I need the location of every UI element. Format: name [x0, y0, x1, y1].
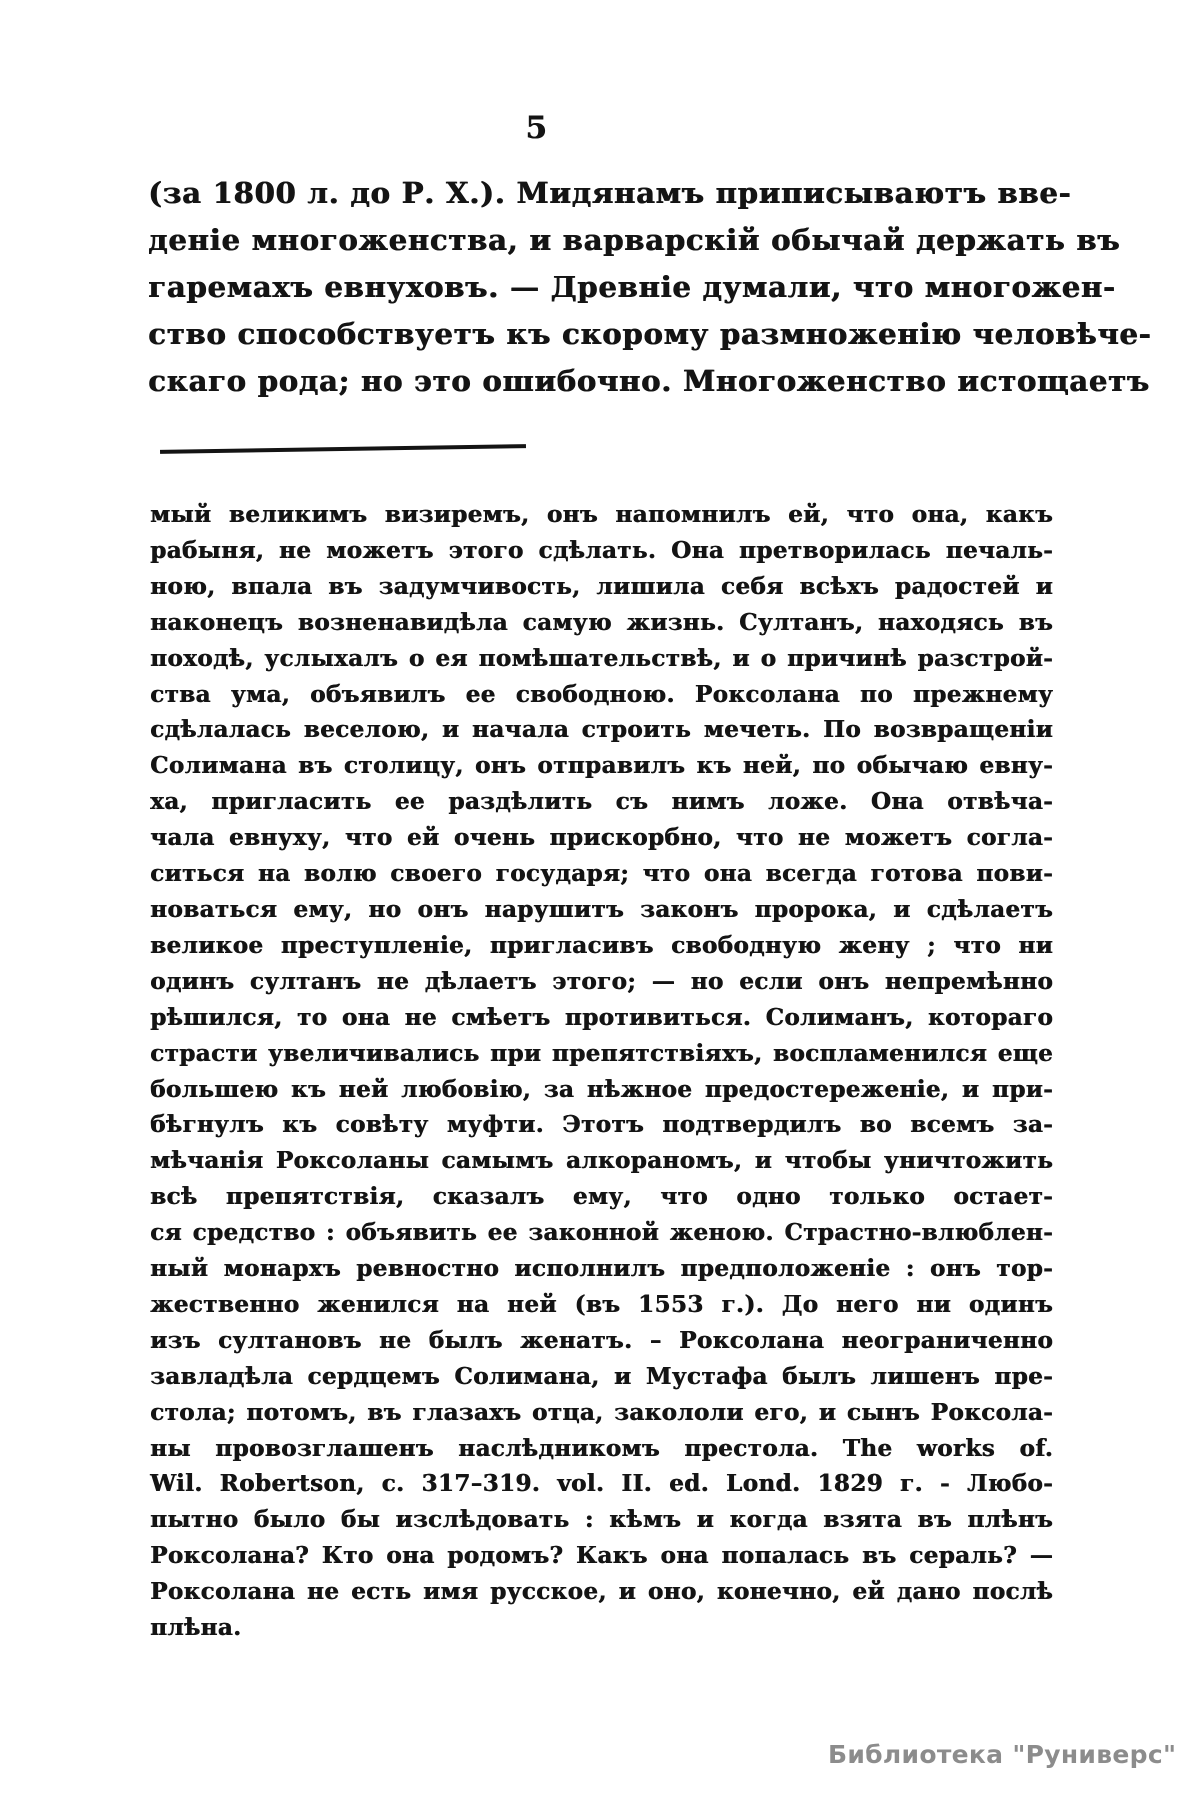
footnote-line: изъ султановъ не былъ женатъ. – Роксолана неограниченно [150, 1326, 1053, 1354]
footnote-line: мый великимъ визиремъ, онъ напомнилъ ей, что она, какъ [150, 501, 1053, 528]
footnote-line: чала евнуху, что ей очень прискорбно, что не можетъ согла- [150, 824, 1053, 852]
footnote-line: Солимана въ столицу, онъ отправилъ къ ней, по обычаю евну- [150, 752, 1053, 780]
footnote-line: плѣна. [150, 1614, 242, 1642]
text-line: гаремахъ евнуховъ. — Древніе думали, что многожен- [148, 270, 1116, 304]
page-number: 5 [525, 110, 547, 146]
footnote-line: ный монархъ ревностно исполнилъ предположеніе : онъ тор- [150, 1255, 1053, 1283]
footnote-line: стола; потомъ, въ глазахъ отца, закололи его, и сынъ Роксола- [150, 1398, 1053, 1426]
footnote-line: страсти увеличивались при препятствіяхъ, воспламенился еще [150, 1039, 1053, 1067]
footnote-line: ны провозглашенъ наслѣдникомъ престола. The works of. [150, 1434, 1053, 1462]
text-line: деніе многоженства, и варварскій обычай держать въ [148, 223, 1121, 257]
footnote-line: пытно было бы изслѣдовать : кѣмъ и когда взята въ плѣнъ [150, 1506, 1053, 1534]
footnote-line: одинъ султанъ не дѣлаетъ этого; — но если онъ непремѣнно [150, 967, 1053, 995]
footnote-line: Роксолана не есть имя русское, и оно, конечно, ей дано послѣ [150, 1578, 1053, 1606]
footnote-line: походѣ, услыхалъ о ея помѣшательствѣ, и о причинѣ разстрой- [150, 644, 1053, 672]
footnote-line: ся средство : объявить ее законной женою. Страстно-влюблен- [150, 1219, 1053, 1247]
footnote-line: рѣшился, то она не смѣетъ противиться. Солиманъ, котораго [150, 1003, 1053, 1031]
footnote-separator [160, 444, 526, 454]
text-line: ство способствуетъ къ скорому размноженію человѣче- [148, 317, 1152, 351]
footnote-line: наконецъ возненавидѣла самую жизнь. Султанъ, находясь въ [150, 608, 1053, 636]
footnote-line: ною, впала въ задумчивость, лишила себя всѣхъ радостей и [150, 572, 1053, 600]
library-watermark: Библиотека "Руниверс" [828, 1740, 1177, 1769]
footnote-line: сдѣлалась веселою, и начала строить мечеть. По возвращеніи [150, 716, 1053, 744]
footnote-line: новаться ему, но онъ нарушитъ законъ пророка, и сдѣлаетъ [150, 895, 1053, 923]
footnote-line: ситься на волю своего государя; что она всегда готова пови- [150, 860, 1053, 888]
footnote-line: рабыня, не можетъ этого сдѣлать. Она претворилась печаль- [150, 536, 1053, 564]
main-paragraph [148, 170, 1152, 405]
text-line: скаго рода; но это ошибочно. Многоженство истощаетъ [148, 364, 1150, 398]
footnote-line: ха, пригласить ее раздѣлить съ нимъ ложе. Она отвѣча- [150, 788, 1053, 816]
footnote-line: жественно женился на ней (въ 1553 г.). До него ни одинъ [150, 1290, 1053, 1318]
footnote-line: великое преступленіе, пригласивъ свободную жену ; что ни [150, 931, 1053, 959]
text-line: (за 1800 л. до Р. Х.). Мидянамъ приписываютъ вве- [148, 176, 1072, 210]
footnote-line: всѣ препятствія, сказалъ ему, что одно только остает- [150, 1183, 1053, 1211]
footnote-line: большею къ ней любовію, за нѣжное предостереженіе, и при- [150, 1075, 1053, 1103]
footnote-line: бѣгнулъ къ совѣту муфти. Этотъ подтвердилъ во всемъ за- [150, 1111, 1053, 1139]
footnote-line: завладѣла сердцемъ Солимана, и Мустафа былъ лишенъ пре- [150, 1362, 1053, 1390]
footnote-line: ства ума, объявилъ ее свободною. Роксолана по прежнему [150, 680, 1053, 708]
footnote-paragraph [150, 497, 1053, 1646]
footnote-line: Роксолана? Кто она родомъ? Какъ она попалась въ сераль? — [150, 1542, 1053, 1570]
footnote-line: мѣчанія Роксоланы самымъ алкораномъ, и чтобы уничтожить [150, 1147, 1053, 1175]
footnote-line: Wil. Robertson, c. 317–319. vol. II. ed. Lond. 1829 г. - Любо- [150, 1470, 1053, 1498]
